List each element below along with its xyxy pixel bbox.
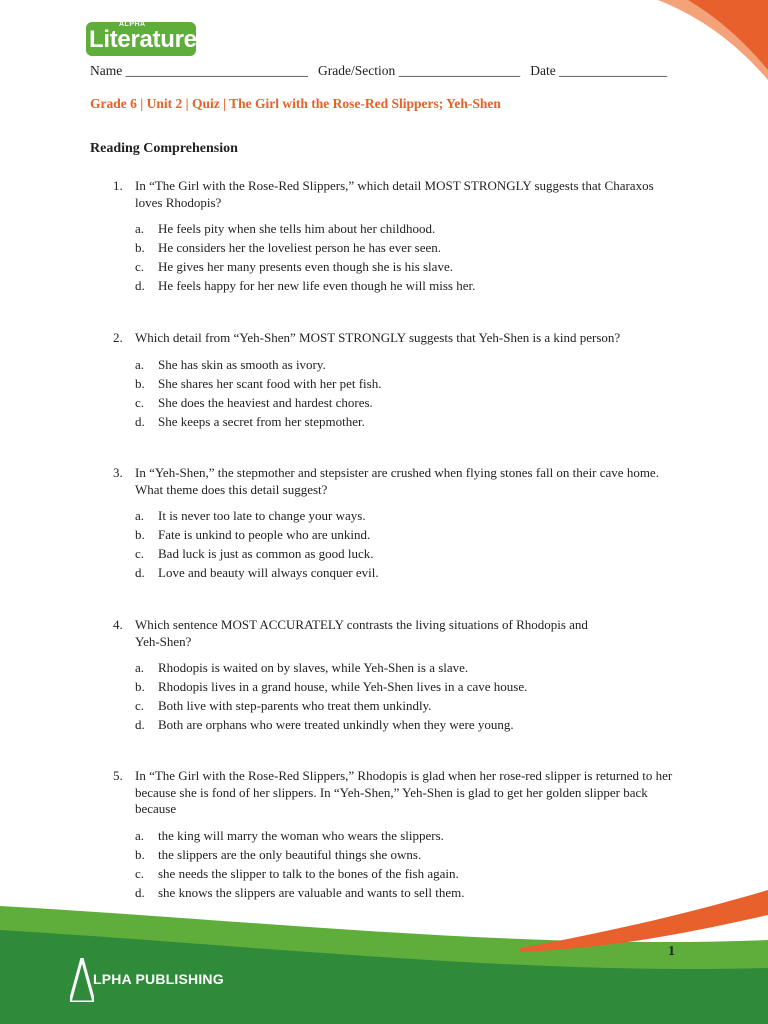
option-b (135, 679, 673, 698)
question-stem: In “The Girl with the Rose-Red Slippers,” Rhodopis is glad when her rose-red slipper is returned to her because she is fond of her slippers. In “Yeh-Shen,” Yeh-Shen is glad to get her golden slipper back because (135, 768, 673, 816)
question-1 (113, 178, 673, 297)
option-d (135, 565, 673, 584)
option-letter: b. (135, 527, 145, 542)
option-b (135, 847, 673, 866)
option-b (135, 376, 673, 395)
option-text: Rhodopis lives in a grand house, while Yeh-Shen lives in a cave house. (158, 679, 528, 694)
option-c (135, 259, 673, 278)
option-a (135, 508, 673, 527)
option-text: the king will marry the woman who wears the slippers. (158, 827, 444, 843)
option-d (135, 414, 673, 433)
question-stem: Which sentence MOST ACCURATELY contrasts the living situations of Rhodopis and Yeh-Shen? (135, 617, 588, 649)
option-a (135, 660, 673, 679)
question-stem: Which detail from “Yeh-Shen” MOST STRONGLY suggests that Yeh-Shen is a kind person? (135, 330, 621, 345)
option-text: she needs the slipper to talk to the bones of the fish again. (158, 865, 459, 881)
publisher-name: LPHA PUBLISHING (93, 971, 224, 987)
option-letter: c. (135, 394, 145, 410)
option-letter: c. (135, 698, 145, 713)
option-letter: b. (135, 846, 145, 862)
option-text: She keeps a secret from her stepmother. (158, 413, 365, 429)
option-c (135, 395, 673, 414)
option-letter: b. (135, 375, 145, 391)
option-letter: d. (135, 884, 145, 900)
option-a (135, 828, 673, 847)
option-text: Love and beauty will always conquer evil. (158, 565, 379, 580)
publisher-mark-icon (70, 958, 94, 1002)
option-text: Bad luck is just as common as good luck. (158, 546, 374, 561)
question-3 (113, 465, 673, 584)
option-a (135, 221, 673, 240)
question-2 (113, 330, 673, 433)
option-text: He considers her the loveliest person he has ever seen. (158, 240, 442, 255)
option-b (135, 240, 673, 259)
option-d (135, 717, 673, 736)
option-c (135, 698, 673, 717)
option-letter: c. (135, 865, 145, 881)
option-text: Both live with step-parents who treat them unkindly. (158, 698, 432, 713)
option-letter: c. (135, 546, 145, 561)
question-5 (113, 768, 673, 904)
section-heading: Reading Comprehension (90, 141, 238, 156)
option-letter: b. (135, 240, 145, 255)
option-text: He feels happy for her new life even though he will miss her. (158, 278, 476, 293)
option-text: It is never too late to change your ways. (158, 508, 366, 523)
question-number: 1. (113, 178, 123, 193)
option-c (135, 546, 673, 565)
publisher-logo (70, 956, 240, 1004)
question-4 (113, 617, 673, 736)
option-letter: a. (135, 660, 145, 675)
page-number: 1 (668, 944, 675, 959)
question-number: 5. (113, 768, 123, 783)
option-text: She shares her scant food with her pet fish. (158, 375, 382, 391)
option-text: she knows the slippers are valuable and wants to sell them. (158, 884, 465, 900)
option-letter: a. (135, 508, 145, 523)
logo-wordmark: Literature (89, 26, 197, 53)
question-stem: In “The Girl with the Rose-Red Slippers,” which detail MOST STRONGLY suggests that Charaxos loves Rhodopis? (135, 178, 654, 210)
question-number: 4. (113, 617, 123, 632)
question-number: 3. (113, 465, 123, 480)
option-letter: a. (135, 827, 145, 843)
option-letter: c. (135, 259, 145, 274)
option-text: He feels pity when she tells him about her childhood. (158, 221, 436, 236)
option-letter: a. (135, 356, 145, 372)
option-c (135, 866, 673, 885)
option-b (135, 527, 673, 546)
option-letter: d. (135, 717, 145, 732)
option-text: He gives her many presents even though she is his slave. (158, 259, 453, 274)
option-text: Both are orphans who were treated unkindly when they were young. (158, 717, 514, 732)
option-text: She does the heaviest and hardest chores. (158, 394, 373, 410)
question-number: 2. (113, 330, 123, 345)
option-d (135, 278, 673, 297)
quiz-title: Grade 6 | Unit 2 | Quiz | The Girl with the Rose-Red Slippers; Yeh-Shen (90, 96, 501, 111)
logo-alpha-text: ALPHA (119, 21, 146, 28)
option-text: Fate is unkind to people who are unkind. (158, 527, 371, 542)
option-letter: d. (135, 565, 145, 580)
option-letter: b. (135, 679, 145, 694)
question-stem: In “Yeh-Shen,” the stepmother and stepsister are crushed when flying stones fall on their cave home. What theme does this detail suggest? (135, 465, 659, 497)
option-letter: a. (135, 221, 145, 236)
student-info-line: Name ___________________________ Grade/Section __________________ Date ________________ (90, 63, 668, 78)
option-text: the slippers are the only beautiful things she owns. (158, 846, 422, 862)
literature-logo (86, 22, 196, 56)
option-letter: d. (135, 278, 145, 293)
option-letter: d. (135, 413, 145, 429)
option-text: Rhodopis is waited on by slaves, while Yeh-Shen is a slave. (158, 660, 469, 675)
option-text: She has skin as smooth as ivory. (158, 356, 326, 372)
option-a (135, 357, 673, 376)
